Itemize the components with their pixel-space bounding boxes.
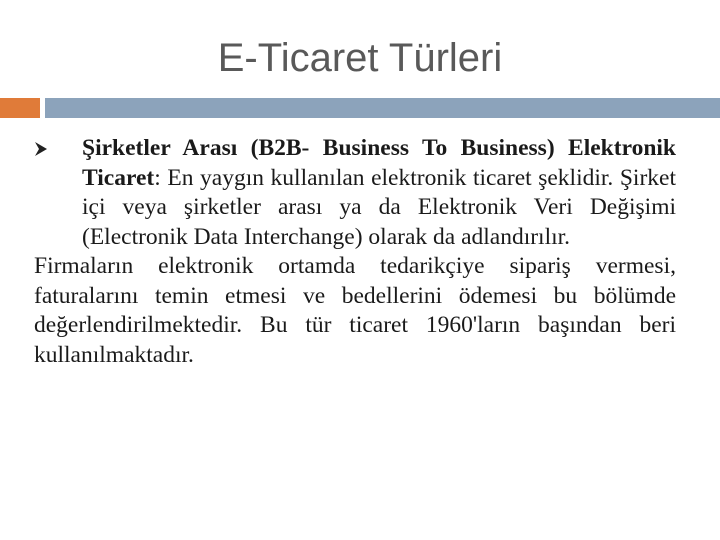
title-rule-accent — [0, 98, 40, 118]
arrow-bullet-icon — [34, 141, 48, 157]
bullet-item — [58, 134, 676, 252]
slide-body — [34, 134, 676, 370]
title-rule-bar — [40, 98, 720, 118]
body-paragraph: Firmaların elektronik ortamda tedarikçiye sipariş vermesi, faturalarını temin etmesi ve bedellerini ödemesi bu bölümde değerlendirilmektedir. Bu tür ticaret 1960'ların başından beri kullanılmaktadır. — [34, 253, 676, 368]
bullet-bold-text: Şirketler Arası (B2B- Business To Business) Elektronik Ticaret — [82, 135, 676, 191]
slide-title: E-Ticaret Türleri — [217, 36, 503, 80]
bullet-text: : En yaygın kullanılan elektronik ticaret şeklidir. Şirket içi veya şirketler arası ya da Elektronik Veri Değişimi (Electronik Data Interchange) olarak da adlandırılır. — [82, 164, 676, 250]
title-rule-gap — [40, 98, 45, 118]
